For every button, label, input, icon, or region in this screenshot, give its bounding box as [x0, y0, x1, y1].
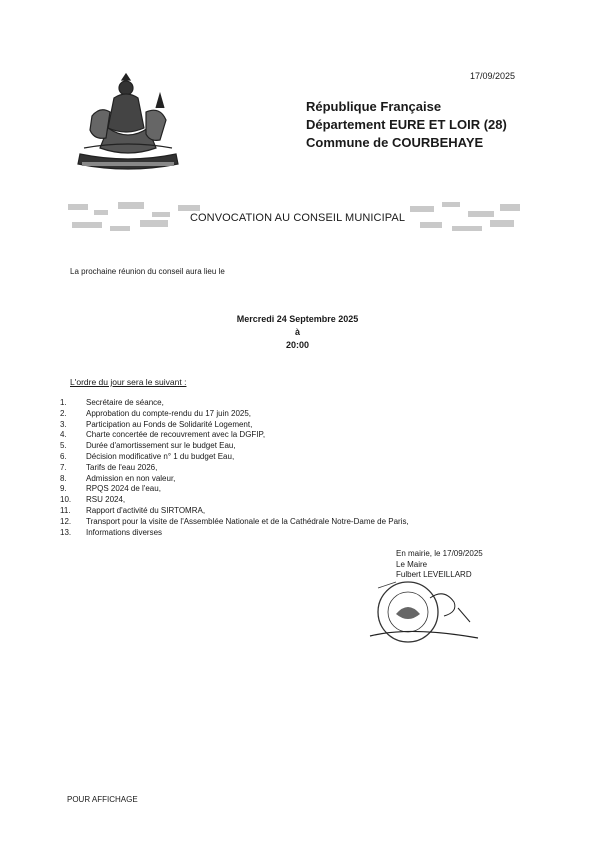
agenda-item: 4. Charte concertée de recouvrement avec la DGFIP,	[60, 430, 266, 440]
footer-note: POUR AFFICHAGE	[67, 795, 138, 804]
header-republic: République Française	[306, 99, 442, 114]
meeting-time: 20:00	[285, 340, 310, 350]
meeting-at: à	[294, 327, 300, 337]
agenda-item: 9. RPQS 2024 de l'eau,	[60, 484, 161, 494]
document-date: 17/09/2025	[470, 71, 516, 81]
signature-role: Le Maire	[396, 559, 428, 569]
agenda-item: 10. RSU 2024,	[60, 495, 126, 505]
mayor-stamp-and-signature	[368, 578, 480, 650]
agenda-item: 6. Décision modificative n° 1 du budget Eau,	[60, 451, 235, 461]
signature-block	[396, 549, 483, 581]
header-department: Département EURE ET LOIR (28)	[306, 117, 507, 132]
agenda-item: 1. Secrétaire de séance,	[60, 398, 164, 407]
document-title: CONVOCATION AU CONSEIL MUNICIPAL	[189, 212, 406, 224]
header-commune: Commune de COURBEHAYE	[306, 135, 484, 150]
agenda-item: 3. Participation au Fonds de Solidarité Logement,	[60, 419, 253, 429]
agenda-item: 13. Informations diverses	[60, 527, 163, 537]
meeting-date: Mercredi 24 Septembre 2025	[236, 314, 359, 324]
agenda-item: 5. Durée d'amortissement sur le budget Eau,	[60, 441, 236, 451]
agenda-label: L'ordre du jour sera le suivant :	[70, 377, 187, 387]
agenda-item: 12. Transport pour la visite de l'Assemblée Nationale et de la Cathédrale Notre-Dame de Paris,	[60, 516, 409, 526]
signature-name: Fulbert LEVEILLARD	[396, 570, 472, 580]
meeting-block	[0, 313, 595, 352]
agenda-item: 11. Rapport d'activité du SIRTOMRA,	[60, 505, 206, 515]
agenda-item: 8. Admission en non valeur,	[60, 473, 176, 483]
intro-text: La prochaine réunion du conseil aura lieu le	[70, 267, 225, 276]
agenda-item: 2. Approbation du compte-rendu du 17 juin 2025,	[60, 408, 252, 418]
commune-header	[306, 98, 507, 152]
agenda-item: 7. Tarifs de l'eau 2026,	[60, 462, 158, 472]
signature-place-date: En mairie, le 17/09/2025	[396, 549, 483, 558]
marianne-emblem-icon	[72, 68, 184, 176]
agenda-list	[60, 398, 409, 538]
